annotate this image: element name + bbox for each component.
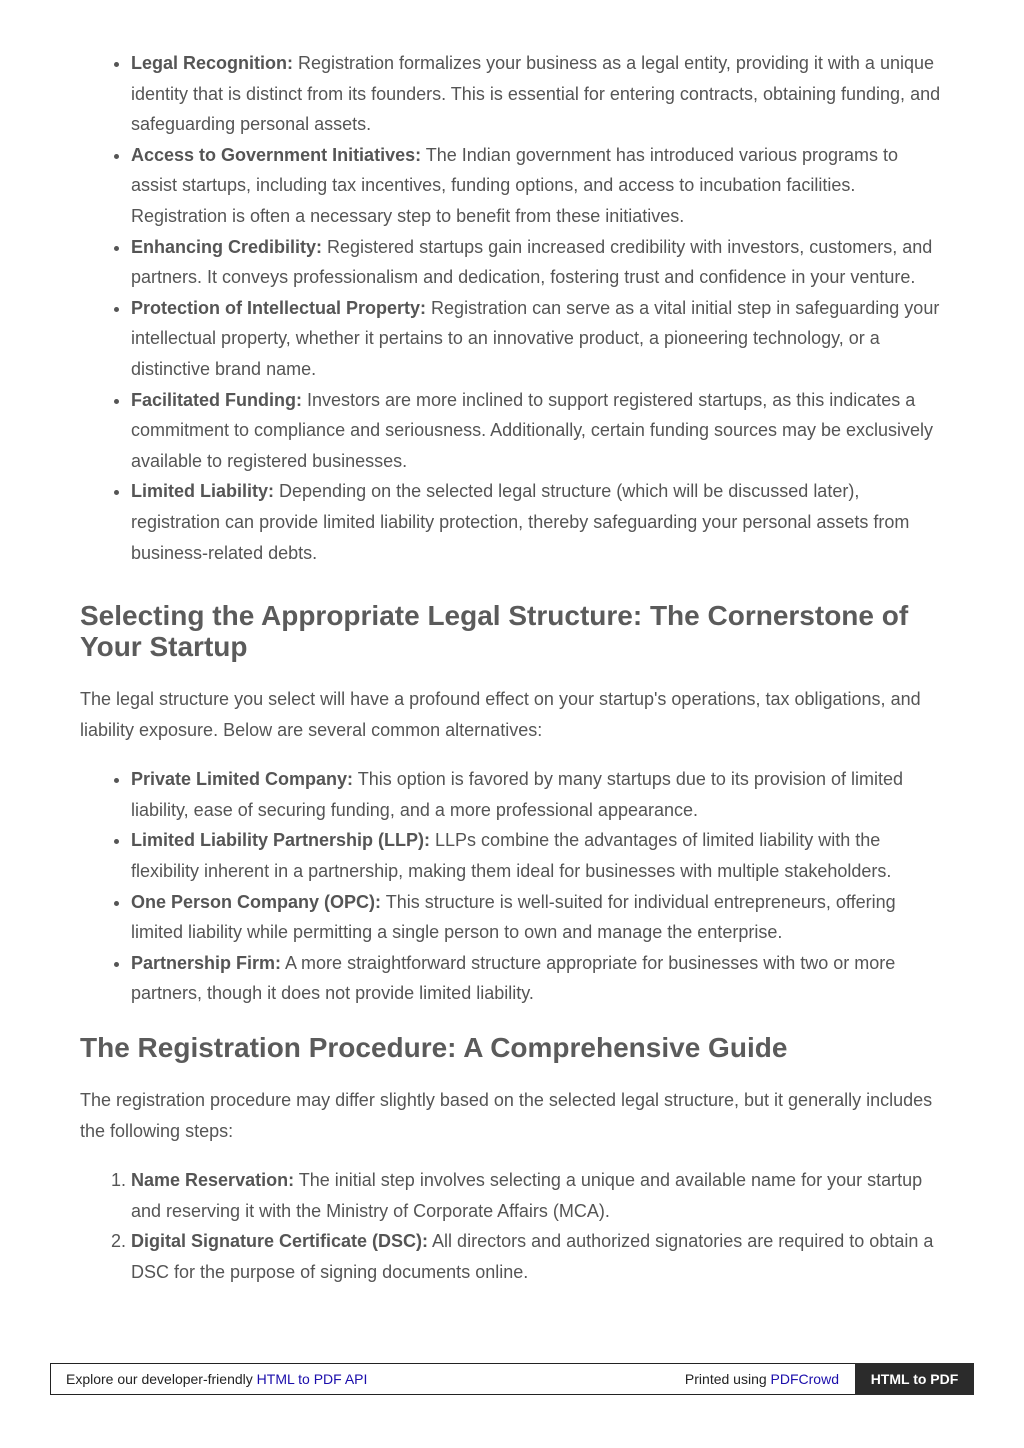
list-item: [131, 232, 946, 293]
item-label: One Person Company (OPC):: [131, 891, 382, 912]
footer-printed-using: [685, 1364, 839, 1394]
section-heading-legal-structure: Selecting the Appropriate Legal Structure: The Cornerstone of Your Startup: [80, 600, 909, 663]
item-label: Digital Signature Certificate (DSC):: [131, 1231, 429, 1252]
item-label: Enhancing Credibility:: [131, 236, 323, 257]
list-item: [131, 140, 946, 232]
item-text: Registration formalizes your business as a legal entity, providing it with a unique identity that is distinct from its founders. This is essential for entering contracts, obtaining funding, and safeguarding personal assets.: [131, 53, 941, 135]
html-to-pdf-button[interactable]: HTML to PDF: [855, 1363, 974, 1395]
item-label: Partnership Firm:: [131, 952, 282, 973]
list-item: [131, 293, 946, 385]
item-text: A more straightforward structure appropriate for businesses with two or more partners, though it does not provide limited liability.: [131, 952, 896, 1004]
list-item: [131, 385, 946, 477]
item-label: Name Reservation:: [131, 1170, 295, 1191]
footer-promo: [66, 1364, 367, 1394]
item-label: Limited Liability:: [131, 481, 275, 502]
item-label: Access to Government Initiatives:: [131, 144, 422, 165]
structure-list: [80, 764, 946, 1009]
list-item: [131, 764, 946, 825]
footer-promo-text: Explore our developer-friendly: [66, 1371, 257, 1387]
item-text: Depending on the selected legal structure (which will be discussed later), registration can provide limited liability protection, thereby safeguarding your personal assets from business-related debts.: [131, 481, 910, 563]
footer-printed-text: Printed using: [684, 1371, 771, 1387]
list-item: [131, 887, 946, 948]
item-text: Registered startups gain increased credibility with investors, customers, and partners. It conveys professionalism and dedication, fostering trust and confidence in your venture.: [131, 236, 933, 288]
pdfcrowd-link[interactable]: PDFCrowd: [770, 1371, 839, 1387]
list-item: [131, 476, 946, 568]
item-text: The Indian government has introduced various programs to assist startups, including tax incentives, funding options, and access to incubation facilities. Registration is often a necessary step to benefit from these initiatives.: [131, 144, 899, 226]
pdfcrowd-footer-banner: [50, 1363, 974, 1395]
item-text: Investors are more inclined to support registered startups, as this indicates a commitment to compliance and seriousness. Additionally, certain funding sources may be exclusively available to registered businesses.: [131, 389, 934, 471]
item-label: Facilitated Funding:: [131, 389, 302, 410]
item-text: LLPs combine the advantages of limited liability with the flexibility inherent in a partnership, making them ideal for businesses with multiple stakeholders.: [131, 830, 892, 882]
html-to-pdf-api-link[interactable]: HTML to PDF API: [256, 1371, 368, 1387]
item-text: This structure is well-suited for individual entrepreneurs, offering limited liability while permitting a single person to own and manage the enterprise.: [131, 891, 896, 943]
list-item: [131, 948, 946, 1009]
article-content: [80, 48, 946, 1288]
list-item: [131, 1226, 946, 1287]
section-intro: The registration procedure may differ slightly based on the selected legal structure, but it generally includes the following steps:: [80, 1090, 933, 1141]
list-item: [131, 1165, 946, 1226]
list-item: [131, 825, 946, 886]
item-text: The initial step involves selecting a unique and available name for your startup and reserving it with the Ministry of Corporate Affairs (MCA).: [131, 1170, 923, 1221]
item-label: Legal Recognition:: [131, 53, 293, 73]
section-intro: The legal structure you select will have a profound effect on your startup's operations, tax obligations, and liability exposure. Below are several common alternatives:: [80, 689, 921, 740]
item-text: All directors and authorized signatories are required to obtain a DSC for the purpose of signing documents online.: [131, 1231, 934, 1282]
item-label: Protection of Intellectual Property:: [131, 297, 427, 318]
item-label: Limited Liability Partnership (LLP):: [131, 830, 431, 851]
section-heading-registration-procedure: The Registration Procedure: A Comprehensive Guide: [80, 1032, 788, 1064]
item-text: Registration can serve as a vital initial step in safeguarding your intellectual property, whether it pertains to an innovative product, a pioneering technology, or a distinctive brand name.: [131, 297, 940, 379]
procedure-steps-list: [80, 1165, 946, 1287]
list-item: [131, 48, 946, 140]
item-text: This option is favored by many startups due to its provision of limited liability, ease of securing funding, and a more professional appearance.: [131, 769, 903, 820]
benefits-list: [80, 48, 946, 568]
item-label: Private Limited Company:: [131, 769, 354, 790]
